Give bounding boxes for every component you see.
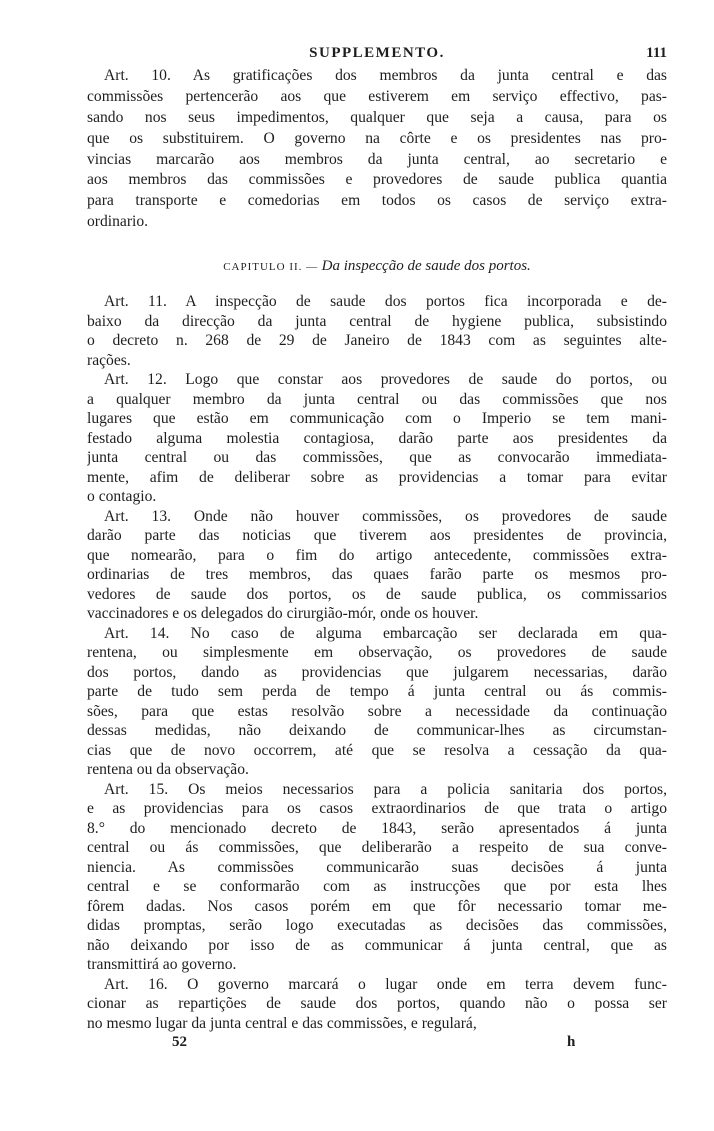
text-line: rentena, ou simplesmente em observação, os provedores de saude — [87, 644, 667, 661]
text-line: central e se conformarão com as instrucções que por esta lhes — [87, 878, 667, 895]
page-number: 111 — [646, 45, 667, 61]
articles-body — [87, 292, 667, 1033]
chapter-label: CAPITULO II. — — [223, 261, 319, 273]
text-line: que nomearão, para o fim do artigo antecedente, commissões extra- — [87, 546, 667, 564]
article-11 — [87, 292, 667, 370]
running-title: SUPPLEMENTO. — [309, 45, 445, 61]
text-line: Art. 10. As gratificações dos membros da junta central e das — [104, 67, 667, 84]
text-line: transmittirá ao governo. — [87, 956, 237, 973]
text-line: Art. 14. No caso de alguma embarcação ser declarada em qua- — [104, 624, 667, 642]
text-line: junta central ou das commissões, que as convocarão immediata- — [87, 449, 667, 466]
text-line: Art. 15. Os meios necessarios para a policia sanitaria dos portos, — [104, 780, 667, 798]
article-10 — [87, 66, 667, 233]
article-13 — [87, 507, 667, 624]
text-line: vedores de saude dos portos, os de saude publica, os commissarios — [87, 585, 667, 603]
article-12 — [87, 370, 667, 507]
text-line: commissões pertencerão aos que estiverem em serviço effectivo, pas- — [87, 87, 667, 105]
text-line: festado alguma molestia contagiosa, darão parte aos presidentes da — [87, 429, 667, 447]
text-line: o contagio. — [87, 488, 157, 505]
text-line: que os substituirem. O governo na côrte e os presidentes nas pro- — [87, 129, 667, 147]
text-line: não deixando por isso de as communicar á junta central, que as — [87, 936, 667, 954]
text-line: Art. 12. Logo que constar aos provedores de saude do portos, ou — [104, 371, 667, 388]
text-line: mente, afim de deliberar sobre as providencias a tomar para evitar — [87, 468, 667, 486]
text-line: baixo da direcção da junta central de hygiene publica, subsistindo — [87, 312, 667, 330]
text-line: cias que de novo occorrem, até que se resolva a cessação da qua- — [87, 741, 667, 759]
signature-mark: 52 — [172, 1034, 187, 1050]
text-line: Art. 16. O governo marcará o lugar onde em terra devem func- — [104, 975, 667, 993]
text-line: no mesmo lugar da junta central e das commissões, e regulará, — [87, 1014, 477, 1032]
text-line: para transporte e comedorias em todos os casos de serviço extra- — [87, 192, 667, 210]
text-line: didas promptas, serão logo executadas as decisões das commissões, — [87, 917, 667, 934]
text-line: fôrem dadas. Nos casos porém em que fôr necessario tomar me- — [87, 897, 667, 915]
text-line: e as providencias para os casos extraordinarios de que trata o artigo — [87, 800, 667, 817]
text-line: vincias marcarão aos membros da junta central, ao secretario e — [87, 150, 667, 168]
text-line: darão parte das noticias que tiverem aos presidentes de provincia, — [87, 527, 667, 544]
text-line: Art. 11. A inspecção de saude dos portos fica incorporada e de- — [104, 293, 667, 310]
article-14 — [87, 624, 667, 780]
text-line: lugares que estão em communicação com o Imperio se tem mani- — [87, 410, 667, 427]
text-line: ordinarias de tres membros, das quaes farão parte os mesmos pro- — [87, 566, 667, 583]
text-line: rentena ou da observação. — [87, 761, 249, 778]
chapter-heading — [87, 258, 667, 275]
text-line: cionar as repartições de saude dos portos, quando não o possa ser — [87, 995, 667, 1012]
text-line: parte de tudo sem perda de tempo á junta central ou ás commis- — [87, 683, 667, 700]
text-line: Art. 13. Onde não houver commissões, os provedores de saude — [104, 507, 667, 525]
text-line: sando nos seus impedimentos, qualquer que seja a causa, para os — [87, 108, 667, 126]
text-line: central ou ás commissões, que deliberarão a respeito de sua conve- — [87, 839, 667, 856]
text-line: o decreto n. 268 de 29 de Janeiro de 1843 com as seguintes alte- — [87, 332, 667, 349]
text-line: sões, para que estas resolvão sobre a necessidade da continuação — [87, 702, 667, 720]
text-line: dos portos, dando as providencias que julgarem necessarias, darão — [87, 663, 667, 681]
article-paragraph — [87, 66, 667, 233]
text-line: rações. — [87, 351, 131, 369]
text-line: 8.° do mencionado decreto de 1843, serão apresentados á junta — [87, 819, 667, 837]
article-16 — [87, 975, 667, 1034]
running-header — [87, 45, 667, 67]
article-15 — [87, 780, 667, 975]
text-line: niencia. As commissões communicarão suas decisões á junta — [87, 858, 667, 876]
text-line: a qualquer membro da junta central ou das commissões que nos — [87, 390, 667, 408]
text-line: aos membros das commissões e provedores de saude publica quantia — [87, 171, 667, 189]
text-line: ordinario. — [87, 213, 149, 231]
text-line: dessas medidas, não deixando de communicar-lhes as circumstan- — [87, 722, 667, 739]
chapter-title: Da inspecção de saude dos portos. — [321, 258, 531, 274]
sheet-mark: h — [567, 1034, 576, 1050]
text-line: vaccinadores e os delegados do cirurgião-mór, onde os houver. — [87, 605, 479, 622]
